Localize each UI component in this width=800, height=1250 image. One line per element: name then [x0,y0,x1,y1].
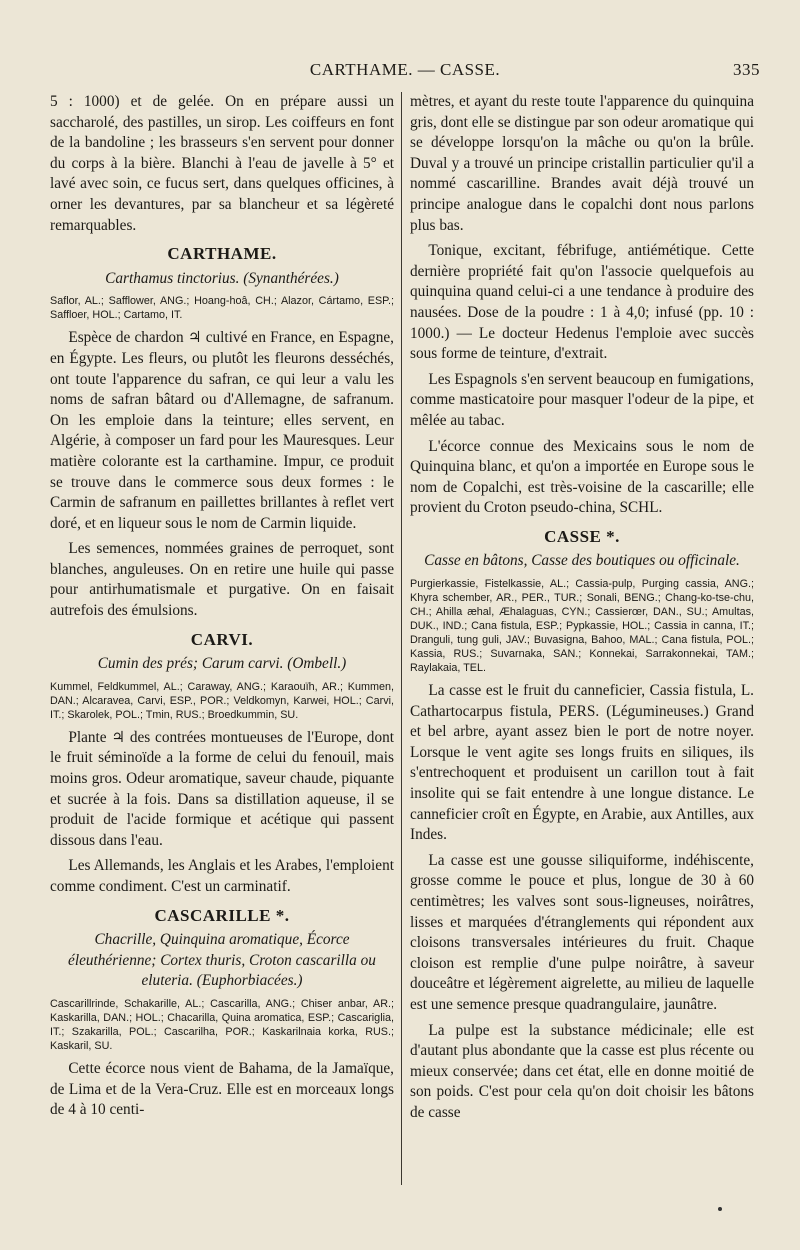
right-column [410,92,754,1129]
continuation-paragraph: mètres, et ayant du reste toute l'apparence du quinquina gris, dont elle se distingue par son odeur aromatique qui se développe lorsqu'on la mâche ou qu'on la brûle. Duval y a trouvé un principe cristallin particulier qu'il a nommé cascarilline. Brandes avait déjà trouvé un principe analogue dans le copalchi dont nous parlons plus bas. [410,93,754,234]
casse-paragraph: La pulpe est la substance médicinale; elle est d'autant plus abondante que la casse est plus récente ou mieux conservée; dans cet état, elle en donne moitié de son poids. C'est pour cela qu'on doit choisir les bâtons de casse [410,1021,754,1121]
page-number: 335 [733,60,760,79]
carthame-paragraph: Les semences, nommées graines de perroquet, sont blanches, anguleuses. On en retire une huile qui passe pour antirhumatismale et purgative. On en faisait autrefois des émulsions. [50,540,394,620]
continuation-paragraph: L'écorce connue des Mexicains sous le nom de Quinquina blanc, et qu'on a importée en Europe sous le nom de Copalchi, est très-voisine de la cascarille; elle provient du Croton pseudo-china, SCHL. [410,437,754,517]
carthame-paragraph: Espèce de chardon ♃ cultivé en France, en Espagne, en Égypte. Les fleurs, ou plutôt les fleurons desséchés, ont toute l'apparence du safran, ce qui leur a valu les noms de safran bâtard ou d'Allemagne, de safranum. On les emploie dans la teinture; elles servent, en Algérie, à composer un fard pour les Mauresques. Leur matière colorante est la carthamine. Impur, ce produit se trouve dans le commerce sous deux formes : le Carmin de safranum en paillettes brillantes à reflet vert doré, et en liqueur sous le nom de Carmin liquide. [50,329,394,532]
cascarille-heading: CASCARILLE *. [154,905,290,925]
running-head [50,60,760,84]
casse-heading: CASSE *. [544,526,620,546]
carthame-synonyms: Saflor, AL.; Safflower, ANG.; Hoang-hoâ, CH.; Alazor, Cártamo, ESP.; Saffloer, HOL.; Cartamo, IT. [50,295,394,322]
carvi-heading: CARVI. [190,629,254,649]
column-divider [401,92,402,1185]
carthame-names: Carthamus tinctorius. (Synanthérées.) [105,269,339,287]
cascarille-paragraph: Cette écorce nous vient de Bahama, de la Jamaïque, de Lima et de la Vera-Cruz. Elle est en morceaux longs de 4 à 10 centi- [50,1059,394,1119]
left-column [50,92,394,1126]
carthame-heading: CARTHAME. [167,244,277,264]
casse-synonyms: Purgierkassie, Fistelkassie, AL.; Cassia-pulp, Purging cassia, ANG.; Khyra schember, AR., PER., TUR.; Sonali, BENG.; Chang-ko-tse-chu, CH.; Ahilla æhal, Æhalaguas, CYN.; Cassierœr, DAN., SU.; Amultas, DUK., IND.; Cana fistula, ESP.; Pypkassie, HOL.; Cassia in canna, IT.; Dranguli, tung guli, JAV.; Buvasigna, Bahoo, MAL.; Cana fistula, POL.; Kassia, RUS.; Suvarnaka, SAN.; Konnekai, Sarrakonnekai, TAM.; Raylakaia, TEL. [410,578,754,675]
continuation-paragraph: Les Espagnols s'en servent beaucoup en fumigations, comme masticatoire pour masquer l'odeur de la pipe, et mêlée au tabac. [410,370,754,429]
casse-paragraph: La casse est le fruit du canneficier, Cassia fistula, L. Cathartocarpus fistula, PERS. (Légumineuses.) Grand et bel arbre, ayant assez bien le port de notre noyer. Lorsque le vent agite ses longs fruits en siliques, ils s'entrechoquent et produisent un carillon tout à fait insolite qui se fait entendre à une longue distance. Le canneficier croît en Égypte, en Arabie, aux Antilles, aux Indes. [410,682,754,844]
cascarille-names: Chacrille, Quinquina aromatique, Écorce éleuthérienne; Cortex thuris, Croton cascarilla ou eluteria. (Euphorbiacées.) [68,931,376,990]
carvi-synonyms: Kummel, Feldkummel, AL.; Caraway, ANG.; Karaouïh, AR.; Kummen, DAN.; Alcaravea, Carvi, ESP., POR.; Veldkomyn, Karwei, HOL.; Carvi, IT.; Skarolek, POL.; Tmin, RUS.; Broedkummin, SU. [50,680,394,721]
continuation-paragraph: Tonique, excitant, fébrifuge, antiémétique. Cette dernière propriété fait qu'on l'associe quelquefois au quinquina quand celui-ci a une tendance à produire des nausées. Dose de la poudre : 1 à 4,0; infusé (pp. 10 : 1000.) — Le docteur Hedenus l'emploie avec succès sous forme de teinture, d'extrait. [410,242,754,363]
casse-paragraph: La casse est une gousse siliquiforme, indéhiscente, grosse comme le pouce et plus, longue de 30 à 60 centimètres; les valves sont sous-ligneuses, noirâtres, lisses et marquées d'étranglements qui répondent aux cloisons transversales intérieures du fruit. Chaque cloison est remplie d'une pulpe noirâtre, à saveur douceâtre et légèrement aigrelette, au milieu de laquelle est une semence presque quadrangulaire, jaunâtre. [410,851,754,1013]
carvi-names: Cumin des prés; Carum carvi. (Ombell.) [97,655,347,673]
ink-speck [718,1207,722,1211]
carvi-paragraph: Les Allemands, les Anglais et les Arabes, l'emploient comme condiment. C'est un carminatif. [50,857,394,895]
running-head-title: CARTHAME. — CASSE. [309,60,501,79]
intro-paragraph: 5 : 1000) et de gelée. On en prépare aussi un saccharolé, des pastilles, un sirop. Les coiffeurs en font de la bandoline ; les brasseurs s'en servent pour donner du corps à la bière. Blanchi à l'eau de javelle à 5° et lavé avec soin, ce fucus sert, dans quelques officines, à orner les devantures, par sa blancheur et sa légèreté remarquables. [50,93,394,234]
cascarille-synonyms: Cascarillrinde, Schakarille, AL.; Cascarilla, ANG.; Chiser anbar, AR.; Kaskarilla, DAN.; HOL.; Chacarilla, Quina aromatica, ESP.; Cascariglia, IT.; Szakarilla, POL.; Cascarilha, POR.; Kaskarilnaia korka, RUS.; Kaskaril, SU. [50,997,394,1052]
carvi-paragraph: Plante ♃ des contrées montueuses de l'Europe, dont le fruit séminoïde a la forme de celui du fenouil, mais moins gros. Odeur aromatique, saveur chaude, piquante et sucrée à la fois. Dans sa distillation aqueuse, il se produit de l'acide formique et acétique qui passent dissous dans l'eau. [50,728,394,849]
casse-names: Casse en bâtons, Casse des boutiques ou officinale. [424,552,740,570]
